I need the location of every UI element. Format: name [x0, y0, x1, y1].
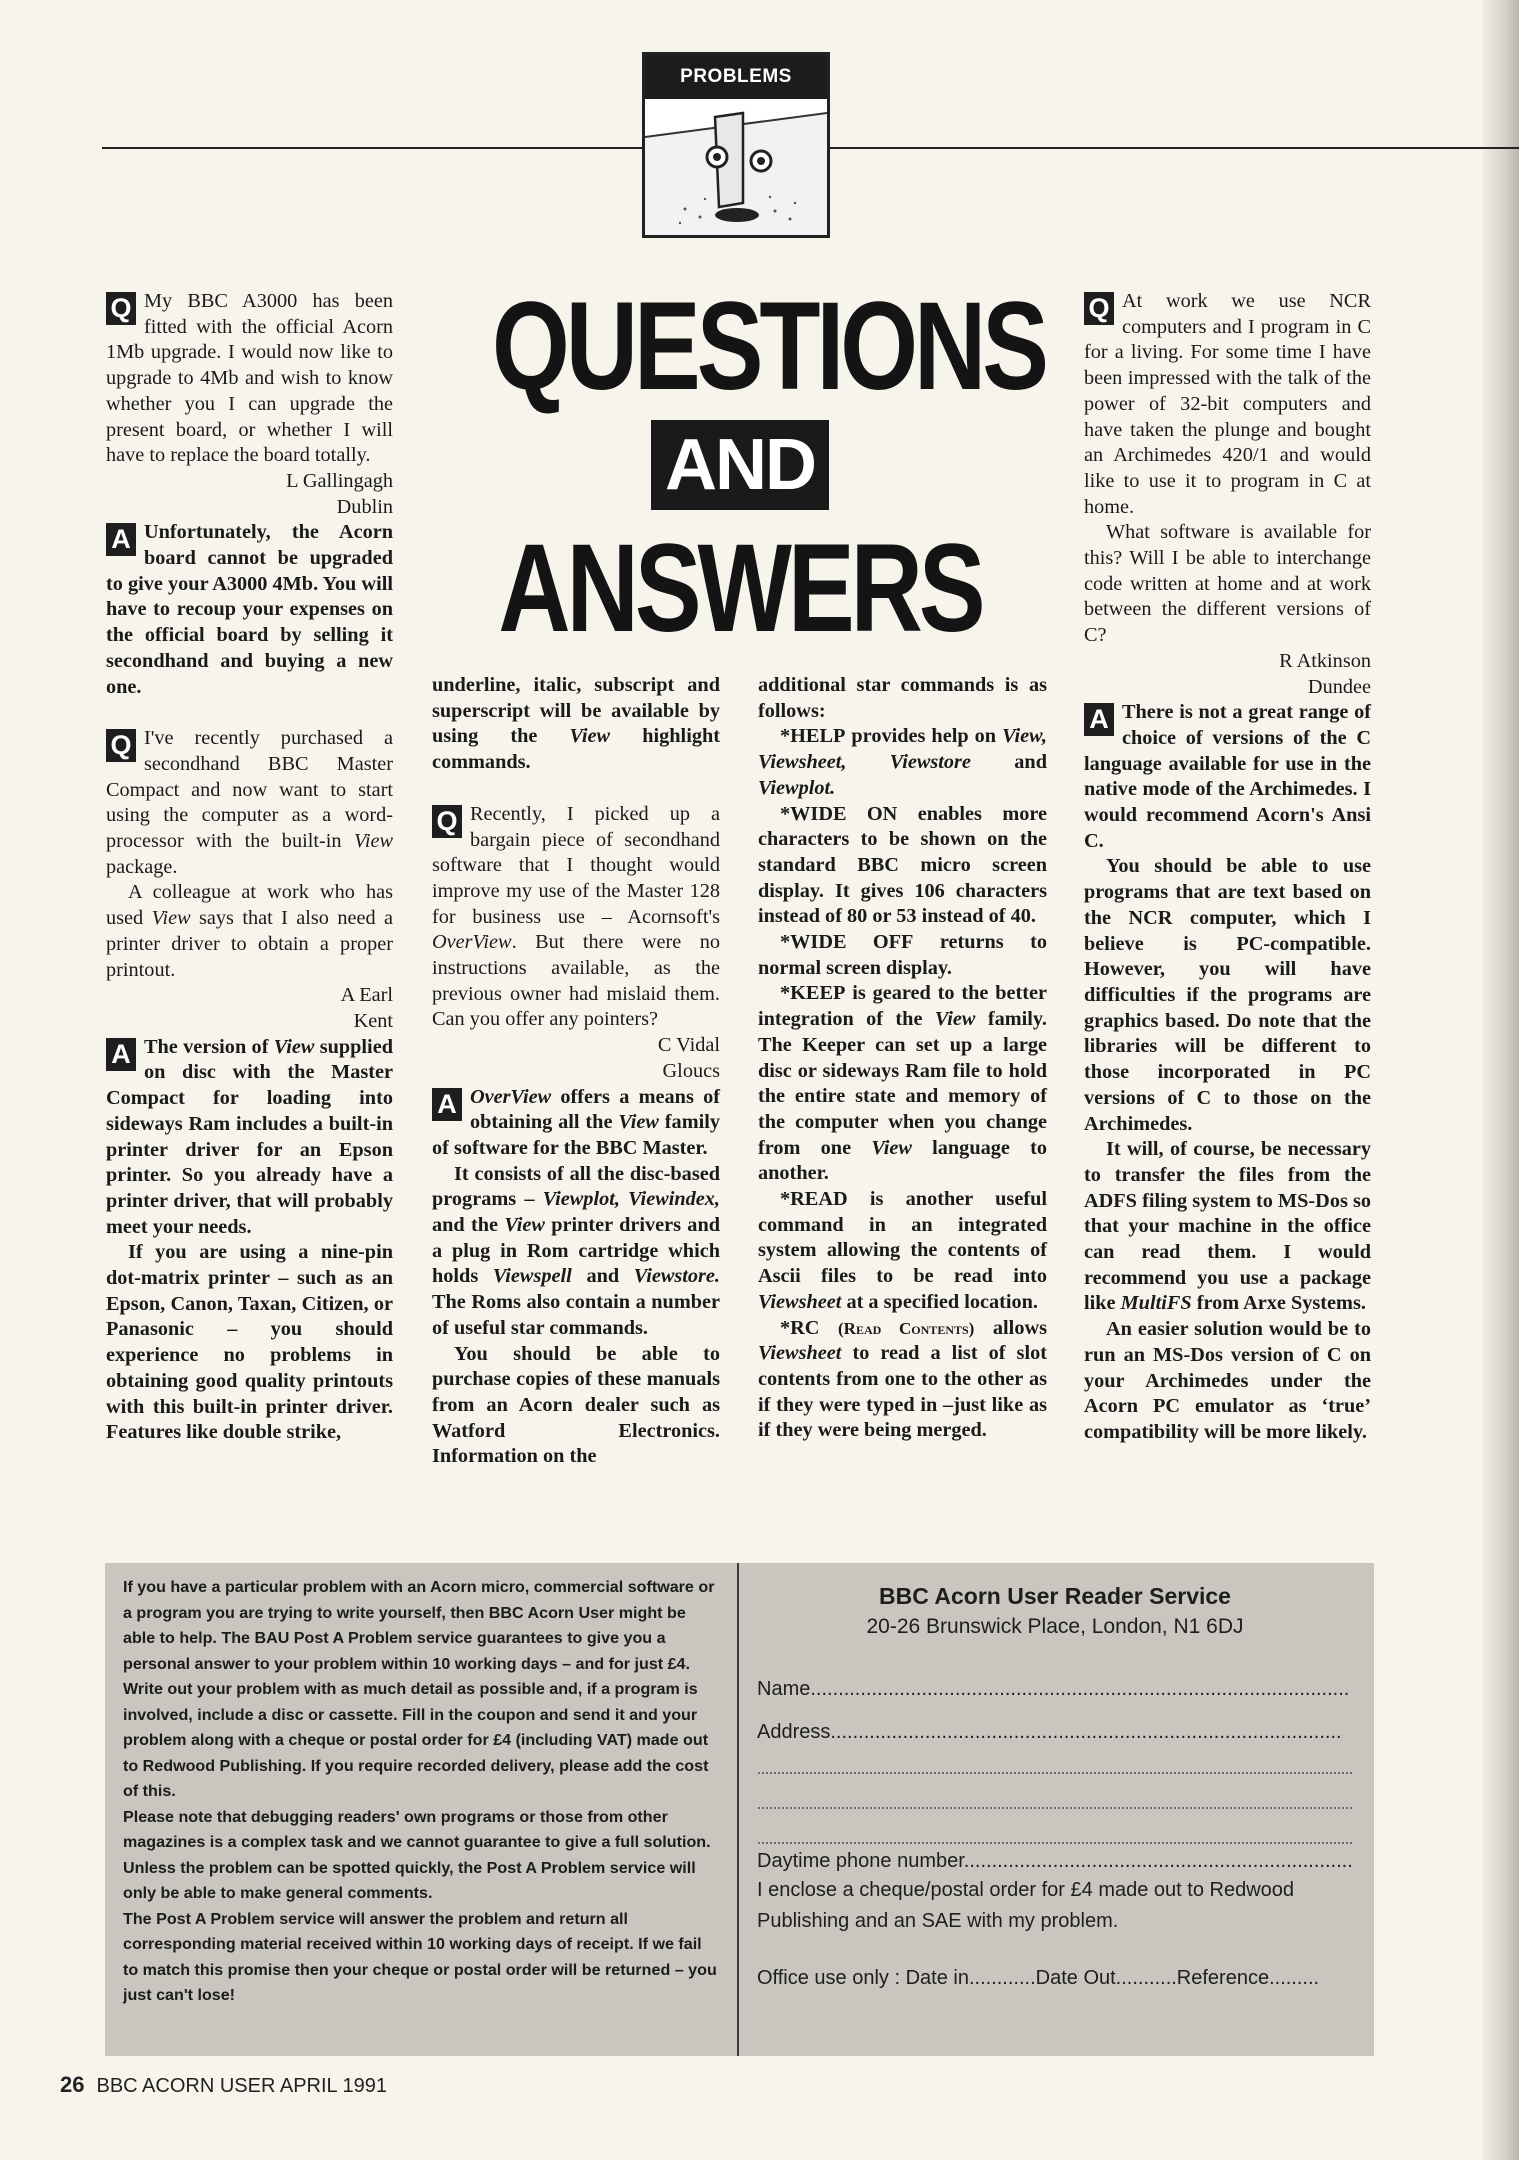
q-marker: Q — [106, 729, 136, 762]
address-field[interactable]: Address............................................................................................ — [757, 1721, 1342, 1743]
address-line-4[interactable] — [757, 1842, 1353, 1844]
column-4 — [1084, 289, 1371, 1446]
column-2 — [432, 673, 720, 1470]
answer-3-paragraph-2: It consists of all the disc-based programs – Viewplot, Viewindex, and the View printer drivers and a plug in Rom cartridge which holds Viewspell and Viewstore. The Roms also contain a number of useful star commands. — [432, 1162, 721, 1339]
question-3: Q Recently, I picked up a bargain piece of secondhand software that I thought would improve my use of the Master 128 for business use – Acornsoft's OverView. But there were no instructions available, as the previous owner had mislaid them. Can you offer any pointers? — [432, 802, 720, 1031]
help-command: *HELP provides help on View, Viewsheet, Viewstore and Viewplot. — [758, 725, 1047, 799]
keep-command: *KEEP is geared to the better integration of the View family. The Keeper can set up a large disc or sideways Ram file to hold the entire state and memory of the computer when you change from one View language to another. — [758, 982, 1048, 1185]
page-footer — [60, 2072, 387, 2098]
answer-3-paragraph-3: You should be able to purchase copies of these manuals from an Acorn dealer such as Watford Electronics. Information on the — [432, 1342, 720, 1468]
rc-command: *RC (Read Contents) allows Viewsheet to read a list of slot contents from one to the other as if they were typed in –just like as if they were being merged. — [758, 1316, 1047, 1442]
wide-on-command: *WIDE ON enables more characters to be shown on the standard BBC micro screen display. It gives 106 characters instead of 80 or 53 instead of 40. — [758, 802, 1047, 928]
answer-4: A There is not a great range of choice of versions of the C language available for use in the native mode of the Archimedes. I would recommend Acorn's Ansi C. — [1084, 701, 1371, 852]
a-marker: A — [106, 523, 136, 556]
reader-name: L Gallingagh — [286, 469, 393, 492]
answer-1: A Unfortunately, the Acorn board cannot be upgraded to give your A3000 4Mb. You will have to recoup your expenses on the official board by selling it secondhand and buying a new one. — [106, 521, 393, 698]
column-1 — [106, 289, 393, 1446]
a-marker: A — [1084, 703, 1114, 736]
address-line-2[interactable] — [757, 1772, 1353, 1774]
answer-4-paragraph-4: An easier solution would be to run an MS-Dos version of C on your Archimedes under the Acorn PC emulator as ‘true’ compatibility will be more likely. — [1084, 1318, 1371, 1443]
service-info — [123, 1575, 721, 2009]
phone-field[interactable]: Daytime phone number...................................................................... — [757, 1850, 1353, 1872]
question-4: Q At work we use NCR computers and I program in C for a living. For some time I have been impressed with the talk of the power of 32-bit computers and have taken the plunge and bought an Archimedes 420/1 and would like to use it to program in C at home. — [1084, 290, 1371, 518]
a-marker: A — [106, 1038, 136, 1071]
coupon-address: 20-26 Brunswick Place, London, N1 6DJ — [866, 1615, 1244, 1638]
service-info-p3: Please note that debugging readers' own programs or those from other magazines is a complex task and we cannot guarantee to give a full solution. Unless the problem can be spotted quickly, the Post A Problem service will only be able to make general comments. — [123, 1807, 711, 1902]
question-2: Q I've recently purchased a secondhand BBC Master Compact and now want to start using the computer as a word-processor with the built-in View package. — [106, 727, 393, 878]
question-1: Q My BBC A3000 has been fitted with the official Acorn 1Mb upgrade. I would now like to upgrade to 4Mb and wish to know whether you I can upgrade the present board, or whether I will have to replace the board totally. — [106, 290, 393, 467]
star-commands-intro: additional star commands is as follows: — [758, 674, 1047, 722]
reader-name: R Atkinson — [1279, 649, 1371, 672]
section-label: PROBLEMS — [645, 55, 827, 99]
address-line-3[interactable] — [757, 1807, 1353, 1809]
q-marker: Q — [432, 805, 462, 838]
office-use-line: Office use only : Date in............Date Out...........Reference......... — [757, 1967, 1320, 1989]
answer-4-paragraph-3: It will, of course, be necessary to transfer the files from the ADFS filing system to MS-Dos so that your machine in the office can read them. I would recommend you use a package like MultiFS from Arxe Systems. — [1084, 1138, 1371, 1315]
service-info-p4: The Post A Problem service will answer the problem and return all corresponding material received within 10 working days of receipt. If we fail to match this promise then your cheque or postal order will be returned – you just can't lose! — [123, 1909, 717, 2004]
answer-2-paragraph: If you are using a nine-pin dot-matrix printer – such as an Epson, Canon, Taxan, Citizen, or Panasonic – you should experience no problems in obtaining good quality printouts with this built-in printer driver. Features like double strike, — [106, 1241, 393, 1444]
reader-location: Dublin — [336, 495, 393, 518]
headline-and: AND — [651, 420, 829, 510]
page-number: 26 — [60, 2072, 85, 2097]
q-marker: Q — [106, 292, 136, 325]
coupon-title: BBC Acorn User Reader Service — [879, 1583, 1231, 1609]
reader-name: A Earl — [340, 984, 393, 1007]
answer-4-paragraph-2: You should be able to use programs that are text based on the NCR computer, which I believe is PC-compatible. However, you will have difficulties if the programs are graphics based. Do note that the libraries will be different to those incorporated in PC versions of C to those on the Archimedes. — [1084, 855, 1371, 1135]
problems-logo — [642, 52, 830, 238]
header-rule-left — [102, 147, 642, 149]
read-command: *READ is another useful command in an integrated system allowing the contents of Ascii files to be read into Viewsheet at a specified location. — [758, 1188, 1047, 1313]
problems-figure-icon — [645, 99, 827, 235]
publication-line: BBC ACORN USER APRIL 1991 — [96, 2075, 387, 2097]
name-field[interactable]: Name................................................................................................. — [757, 1678, 1350, 1700]
column-3 — [758, 673, 1047, 1444]
answer-3: A OverView offers a means of obtaining all the View family of software for the BBC Master. — [432, 1085, 721, 1159]
reader-location: Gloucs — [662, 1059, 720, 1082]
wide-off-command: *WIDE OFF returns to normal screen display. — [758, 931, 1047, 979]
service-info-p2: Write out your problem with as much detail as possible and, if a program is involved, include a disc or cassette. Fill in the coupon and send it and your problem along with a cheque or postal order for £4 (including VAT) made out to Redwood Publishing. If you require recorded delivery, please add the cost of this. — [123, 1680, 709, 1800]
post-a-problem-panel — [105, 1563, 1374, 2056]
headline-answers: ANSWERS — [498, 519, 982, 658]
reader-location: Kent — [353, 1009, 393, 1032]
reader-name: C Vidal — [657, 1034, 720, 1057]
page-edge-shadow — [1483, 0, 1519, 2160]
answer-2-continued: underline, italic, subscript and superscript will be available by using the View highlight commands. — [432, 674, 720, 774]
answer-2: A The version of View supplied on disc with the Master Compact for loading into sideways Ram includes a built-in printer driver for an Epson printer. So you already have a printer driver, that will probably meet your needs. — [106, 1035, 393, 1238]
a-marker: A — [432, 1088, 462, 1121]
enclosure-statement: I enclose a cheque/postal order for £4 made out to Redwood Publishing and an SAE with my problem. — [757, 1879, 1295, 1932]
q-marker: Q — [1084, 292, 1114, 325]
panel-divider — [737, 1563, 739, 2056]
headline-questions: QUESTIONS — [492, 277, 1045, 416]
service-info-p1: If you have a particular problem with an Acorn micro, commercial software or a program you are trying to write yourself, then BBC Acorn User might be able to help. The BAU Post A Problem service guarantees to give you a personal answer to your problem within 10 working days – and for just £4. — [123, 1578, 715, 1673]
question-2-paragraph: A colleague at work who has used View says that I also need a printer driver to obtain a proper printout. — [106, 881, 393, 981]
headline — [430, 277, 1050, 658]
question-4-paragraph: What software is available for this? Will I be able to interchange code written at home and at work between the different versions of C? — [1084, 521, 1371, 647]
reader-location: Dundee — [1307, 675, 1371, 698]
header-rule-right — [830, 147, 1519, 149]
